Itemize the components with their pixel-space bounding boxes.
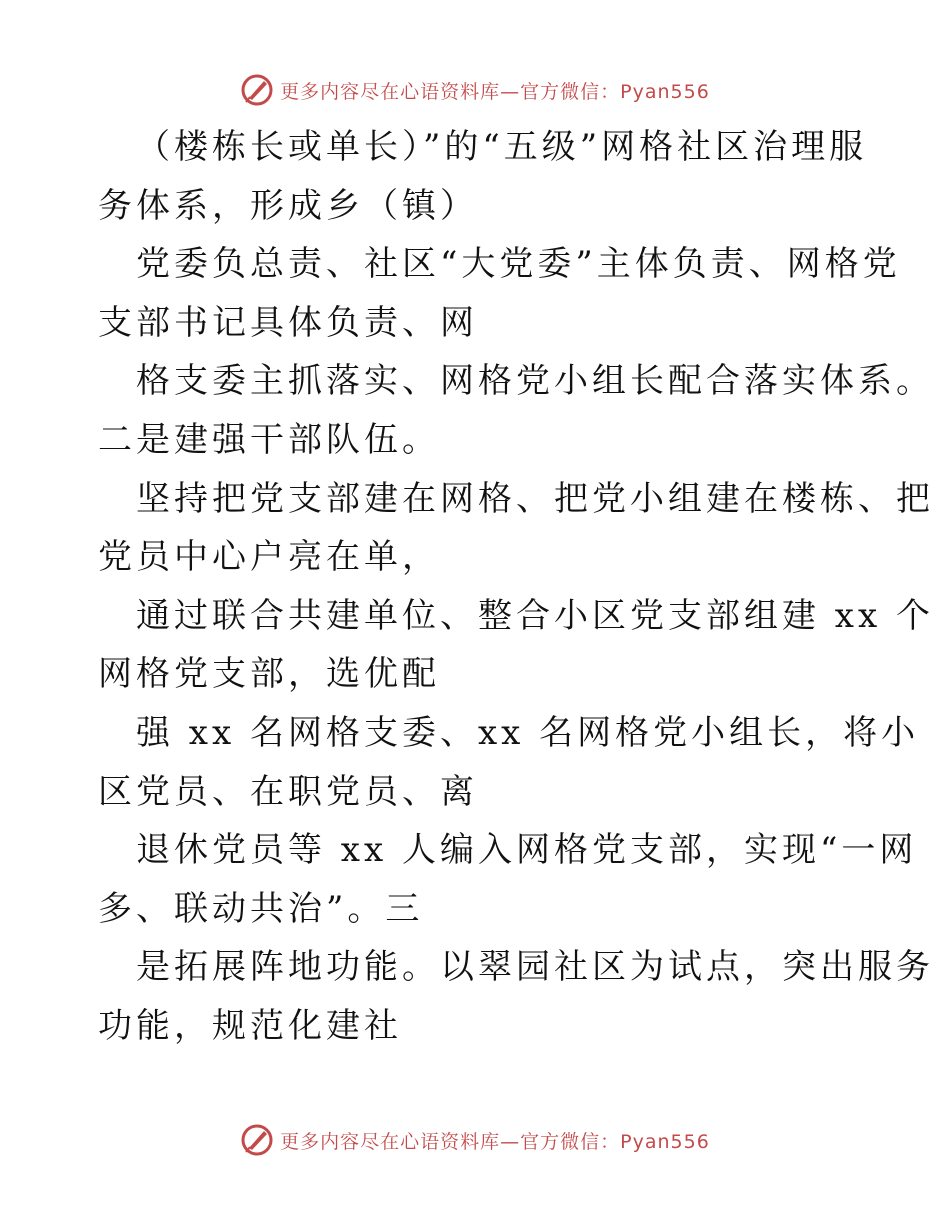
body-line: 务体系，形成乡（镇） [98,185,478,226]
body-line: （楼栋长或单长）”的“五级”网格社区治理服 [136,127,868,167]
document-body [98,118,934,1056]
body-line: 格支委主抓落实、网格党小组长配合落实体系。 [136,361,934,402]
header-watermark [0,70,950,110]
body-line: 网格党支部，选优配 [98,654,440,695]
watermark-text: 更多内容尽在心语资料库—官方微信：Pyan556 [280,80,710,103]
footer-watermark [0,1120,950,1160]
watermark-text: 更多内容尽在心语资料库—官方微信：Pyan556 [280,1130,710,1153]
body-line: 坚持把党支部建在网格、把党小组建在楼栋、把 [136,478,934,519]
body-line: 功能，规范化建社 [98,1005,402,1046]
body-line: 强 xx 名网格支委、xx 名网格党小组长，将小 [136,712,920,753]
body-line: 通过联合共建单位、整合小区党支部组建 xx 个 [136,595,934,636]
quill-pen-logo-icon [240,73,274,107]
body-line: 多、联动共治”。三 [98,888,424,929]
quill-pen-logo-icon [240,1123,274,1157]
body-line: 党员中心户亮在单， [98,537,440,578]
body-line: 党委负总责、社区“大党委”主体负责、网格党 [136,244,901,285]
body-line: 退休党员等 xx 人编入网格党支部，实现“一网 [136,830,918,871]
body-line: 支部书记具体负责、网 [98,302,478,343]
body-line: 区党员、在职党员、离 [98,771,478,812]
body-line: 是拓展阵地功能。以翠园社区为试点，突出服务 [136,947,934,988]
body-line: 二是建强干部队伍。 [98,419,440,460]
